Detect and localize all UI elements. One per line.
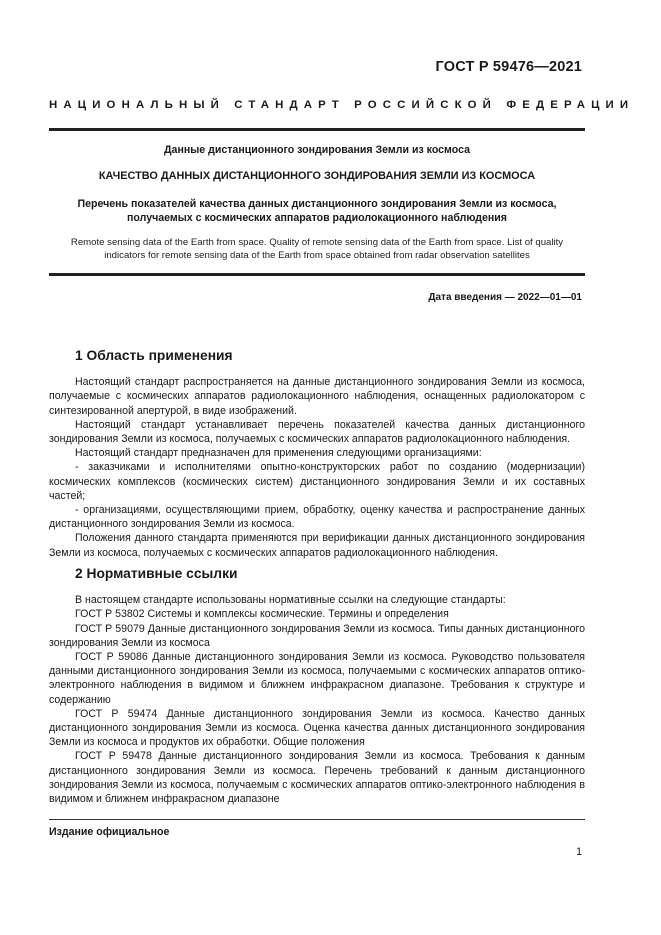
section-scope [49,349,585,560]
list-title-line: получаемых с космических аппаратов радиолокационного наблюдения [127,212,507,224]
title-divider [49,273,585,276]
section-heading: 1 Область применения [75,348,233,363]
document-list-title [49,197,585,225]
document-subtitle: Данные дистанционного зондирования Земли из космоса [164,144,470,156]
english-title [49,236,585,262]
header-divider [49,128,585,131]
paragraph: Настоящий стандарт устанавливает перечень показателей качества данных дистанционного зондирования Земли из космоса, получаемых с космических аппаратов радиолокационного наблюдения. [49,418,585,446]
paragraph: Положения данного стандарта применяются при верификации данных дистанционного зондирования Земли из космоса, получаемых с космических аппаратов радиолокационного наблюдения. [49,532,585,559]
page-number: 1 [576,846,582,858]
paragraph: В настоящем стандарте использованы нормативные ссылки на следующие стандарты: [75,594,506,607]
list-item: - заказчиками и исполнителями опытно-конструкторских работ по созданию (модернизации) космических комплексов (космических систем) дистанционного зондирования Земли и их составных частей; [49,461,585,502]
reference-item: ГОСТ Р 59079 Данные дистанционного зондирования Земли из космоса. Типы данных дистанционного зондирования Земли из космоса [49,622,585,649]
list-title-line: Перечень показателей качества данных дистанционного зондирования Земли из космоса, [77,198,557,210]
reference-item: ГОСТ Р 53802 Системы и комплексы космические. Термины и определения [75,608,449,621]
english-title-line: Remote sensing data of the Earth from space. Quality of remote sensing data of the Earth from space. List of quality [70,237,564,248]
national-standard-heading: НАЦИОНАЛЬНЫЙ СТАНДАРТ РОССИЙСКОЙ ФЕДЕРАЦИИ [49,99,635,111]
english-title-line: indicators for remote sensing data of the Earth from space obtained from radar observation satellites [104,250,530,261]
list-item: - организациями, осуществляющими прием, обработку, оценку качества и распространение данных дистанционного зондирования Земли из космоса. [49,504,585,531]
reference-item: ГОСТ Р 59478 Данные дистанционного зондирования Земли из космоса. Требования к данным дистанционного зондирования Земли из космоса. Перечень требований к данным дистанционного зондирования Земли из космоса, получаемым с космических аппаратов оптико-электронного наблюдения в видимом и ближнем инфракрасном диапазоне [49,750,585,806]
footer-divider [49,819,585,820]
official-edition-label: Издание официальное [49,826,170,838]
paragraph: Настоящий стандарт предназначен для применения следующими организациями: [75,447,482,460]
reference-item: ГОСТ Р 59086 Данные дистанционного зондирования Земли из космоса. Руководство пользователя данными дистанционного зондирования Земли из космоса, получаемыми с космических аппаратов оптико-электронного наблюдения в видимом и ближнем инфракрасном диапазоне. Требования к структуре и содержанию [49,651,585,706]
document-code: ГОСТ Р 59476—2021 [435,59,582,75]
reference-item: ГОСТ Р 59474 Данные дистанционного зондирования Земли из космоса. Качество данных дистанционного зондирования Земли из космоса. Оценка качества данных дистанционного зондирования Земли из космоса и продуктов их обработки. Общие положения [49,707,585,749]
introduction-date: Дата введения — 2022—01—01 [428,292,582,303]
document-title: КАЧЕСТВО ДАННЫХ ДИСТАНЦИОННОГО ЗОНДИРОВАНИЯ ЗЕМЛИ ИЗ КОСМОСА [98,170,536,182]
section-normative-references [49,567,585,806]
paragraph: Настоящий стандарт распространяется на данные дистанционного зондирования Земли из космоса, получаемые с космических аппаратов радиолокационного наблюдения, оснащенных радиолокатором с синтезированной апертурой, в виде изображений. [49,376,585,417]
section-heading: 2 Нормативные ссылки [75,566,238,581]
